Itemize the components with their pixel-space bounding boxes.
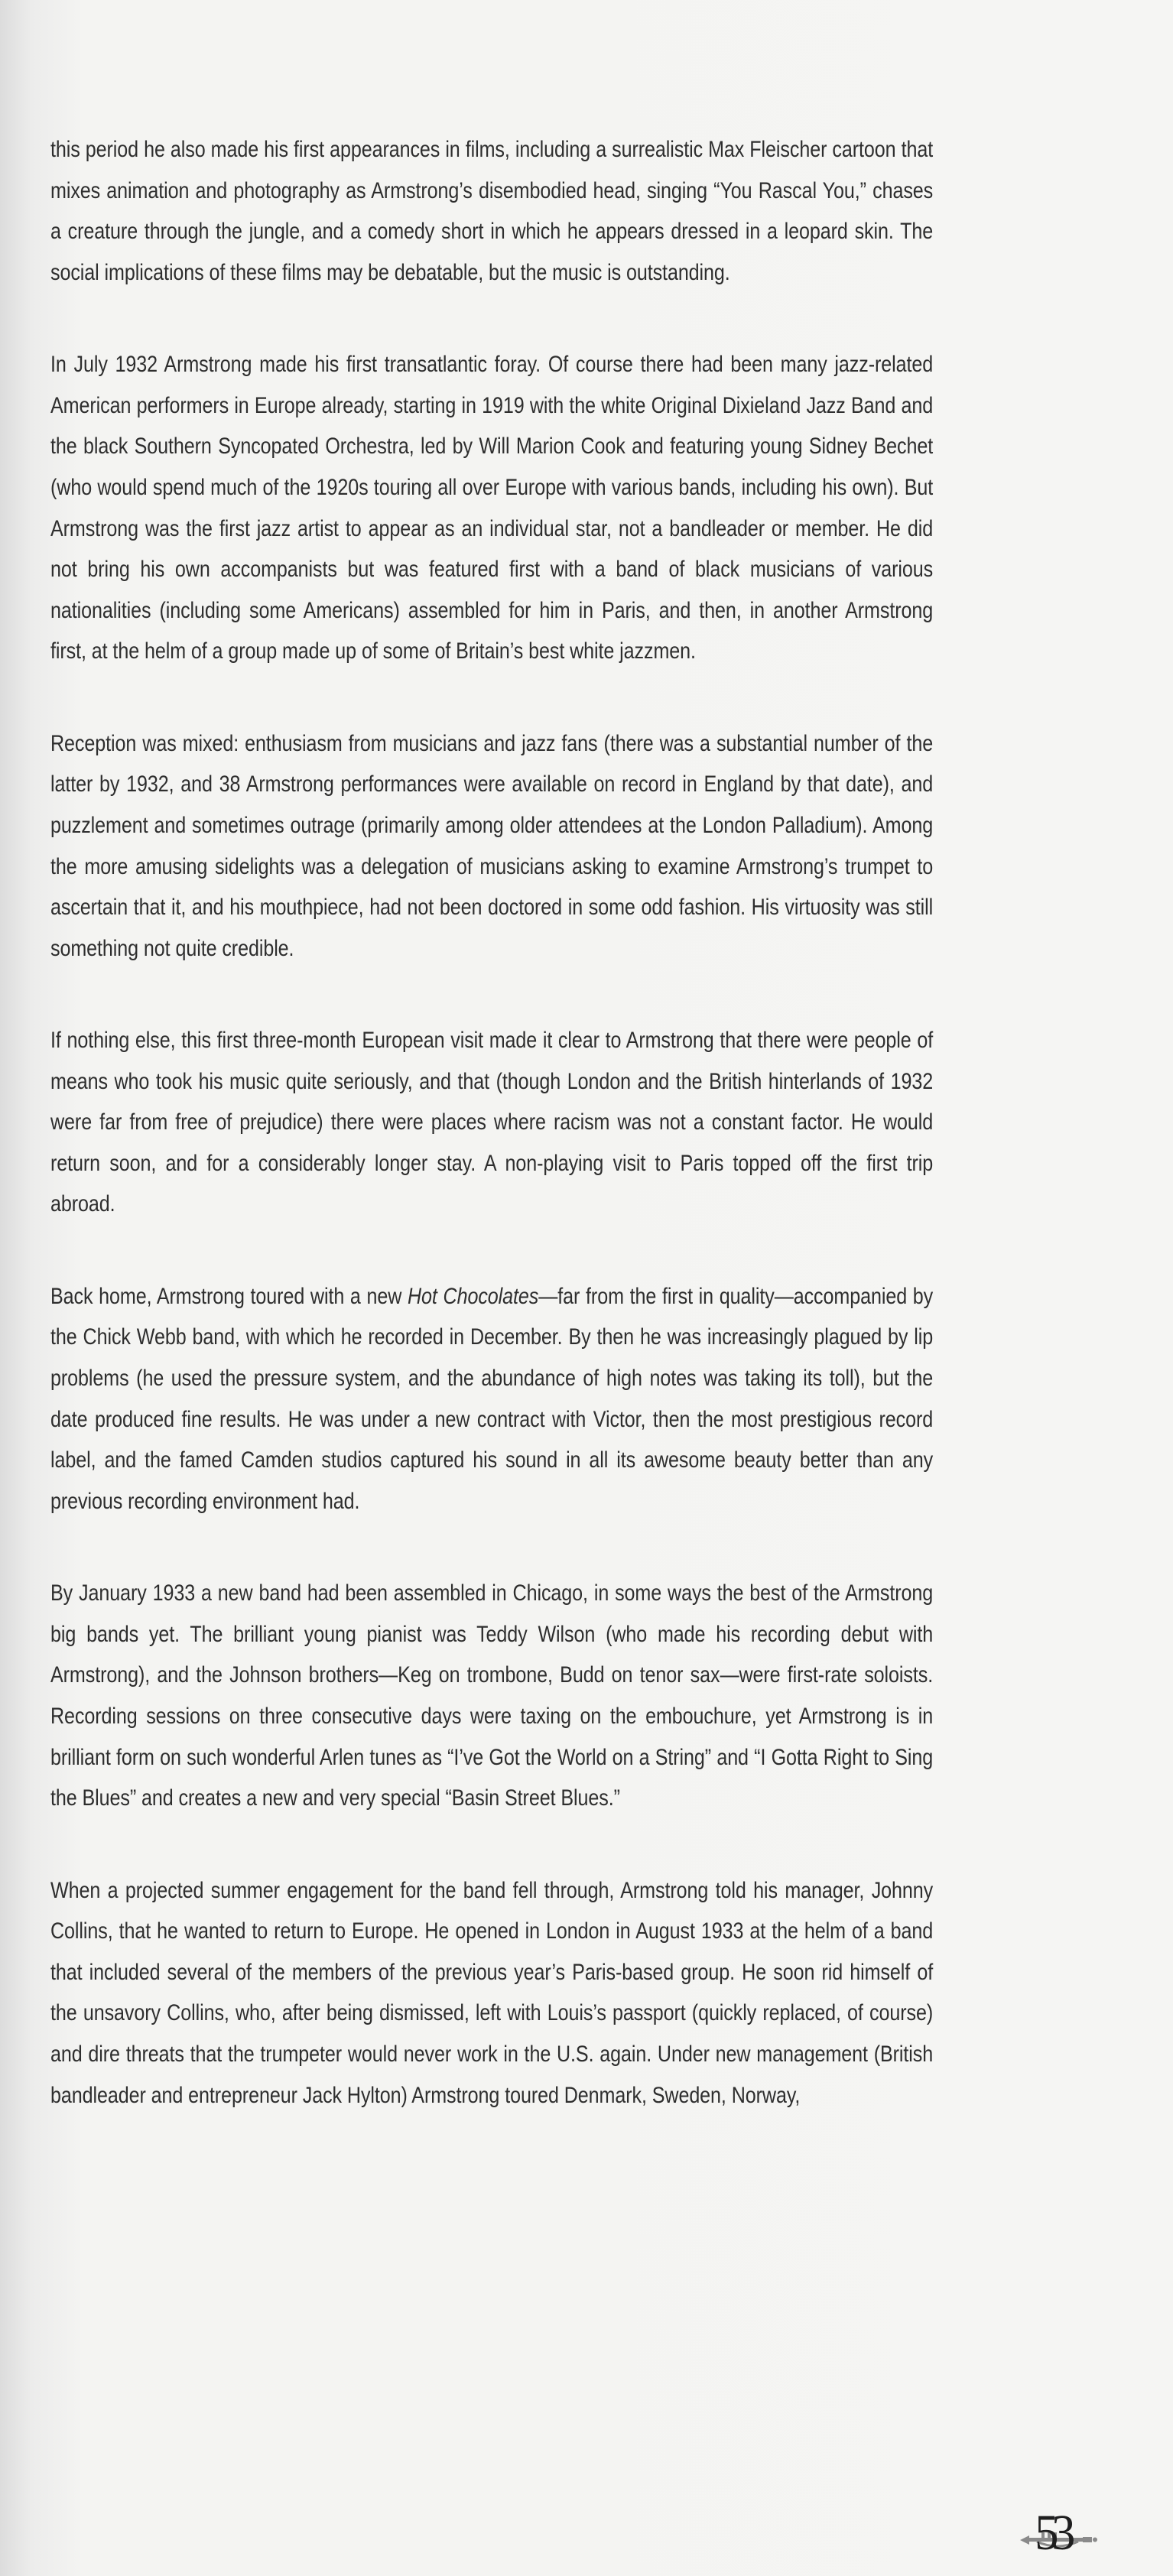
paragraph-6: By January 1933 a new band had been assembled in Chicago, in some ways the best of the Armstrong big bands yet. The brilliant young pianist was Teddy Wilson (who made his recording debut with Armstrong), and the Johnson brothers—Keg on trombone, Budd on tenor sax—were first-rate soloists. Recording sessions on three consecutive days were taxing on the embouchure, yet Armstrong is in brilliant form on such wonderful Arlen tunes as “I’ve Got the World on a String” and “I Gotta Right to Sing the Blues” and creates a new and very special “Basin Street Blues.” <box>50 1581 934 1811</box>
paragraph-5-end: —far from the first in quality—accompanied by the Chick Webb band, with which he recorded in December. By then he was increasingly plagued by lip problems (he used the pressure system, and the abundance of high notes was taking its toll), but the date produced fine results. He was under a new contract with Victor, then the most prestigious record label, and the famed Camden studios captured his sound in all its awesome beauty better than any previous recording environment had. <box>50 1284 934 1514</box>
body-text <box>50 130 933 2168</box>
paragraph-4: If nothing else, this first three-month European visit made it clear to Armstrong that there were people of means who took his music quite seriously, and that (though London and the British hinterlands of 1932 were far from free of prejudice) there were places where racism was not a constant factor. He would return soon, and for a considerably longer stay. A non-playing visit to Paris topped off the first trip abroad. <box>50 1028 934 1217</box>
paragraph-1: this period he also made his first appearances in films, including a surrealistic Max Fleischer cartoon that mixes animation and photography as Armstrong’s disembodied head, singing “You Rascal You,” chases a creature through the jungle, and a comedy short in which he appears dressed in a leopard skin. The social implications of these films may be debatable, but the music is outstanding. <box>50 138 934 285</box>
paragraph-2: In July 1932 Armstrong made his first transatlantic foray. Of course there had been many jazz-related American performers in Europe already, starting in 1919 with the white Original Dixieland Jazz Band and the black Southern Syncopated Orchestra, led by Will Marion Cook and featuring young Sidney Bechet (who would spend much of the 1920s touring all over Europe with various bands, including his own). But Armstrong was the first jazz artist to appear as an individual star, not a bandleader or member. He did not bring his own accompanists but was featured first with a band of black musicians of various nationalities (including some Americans) assembled for him in Paris, and then, in another Armstrong first, at the helm of a group made up of some of Britain’s best white jazzmen. <box>50 352 934 664</box>
page-number: 53 <box>1035 2505 1068 2561</box>
paragraph-3: Reception was mixed: enthusiasm from musicians and jazz fans (there was a substantial number of the latter by 1932, and 38 Armstrong performances were available on record in England by that date), and puzzlement and sometimes outrage (primarily among older attendees at the London Palladium). Among the more amusing sidelights was a delegation of musicians asking to examine Armstrong’s trumpet to ascertain that it, and his mouthpiece, had not been doctored in some odd fashion. His virtuosity was still something not quite credible. <box>50 731 934 961</box>
italic-title: Hot Chocolates <box>408 1284 539 1309</box>
page-number-ornament <box>1019 2506 1103 2560</box>
paragraph-5 <box>50 1277 933 1523</box>
paragraph-5-start: Back home, Armstrong toured with a new <box>50 1284 408 1309</box>
paragraph-7: When a projected summer engagement for the band fell through, Armstrong told his manager, Johnny Collins, that he wanted to return to Europe. He opened in London in August 1933 at the helm of a band that included several of the members of the previous year’s Paris-based group. He soon rid himself of the unsavory Collins, who, after being dismissed, left with Louis’s passport (quickly replaced, of course) and dire threats that the trumpeter would never work in the U.S. again. Under new management (British bandleader and entrepreneur Jack Hylton) Armstrong toured Denmark, Sweden, Norway, <box>50 1878 934 2108</box>
